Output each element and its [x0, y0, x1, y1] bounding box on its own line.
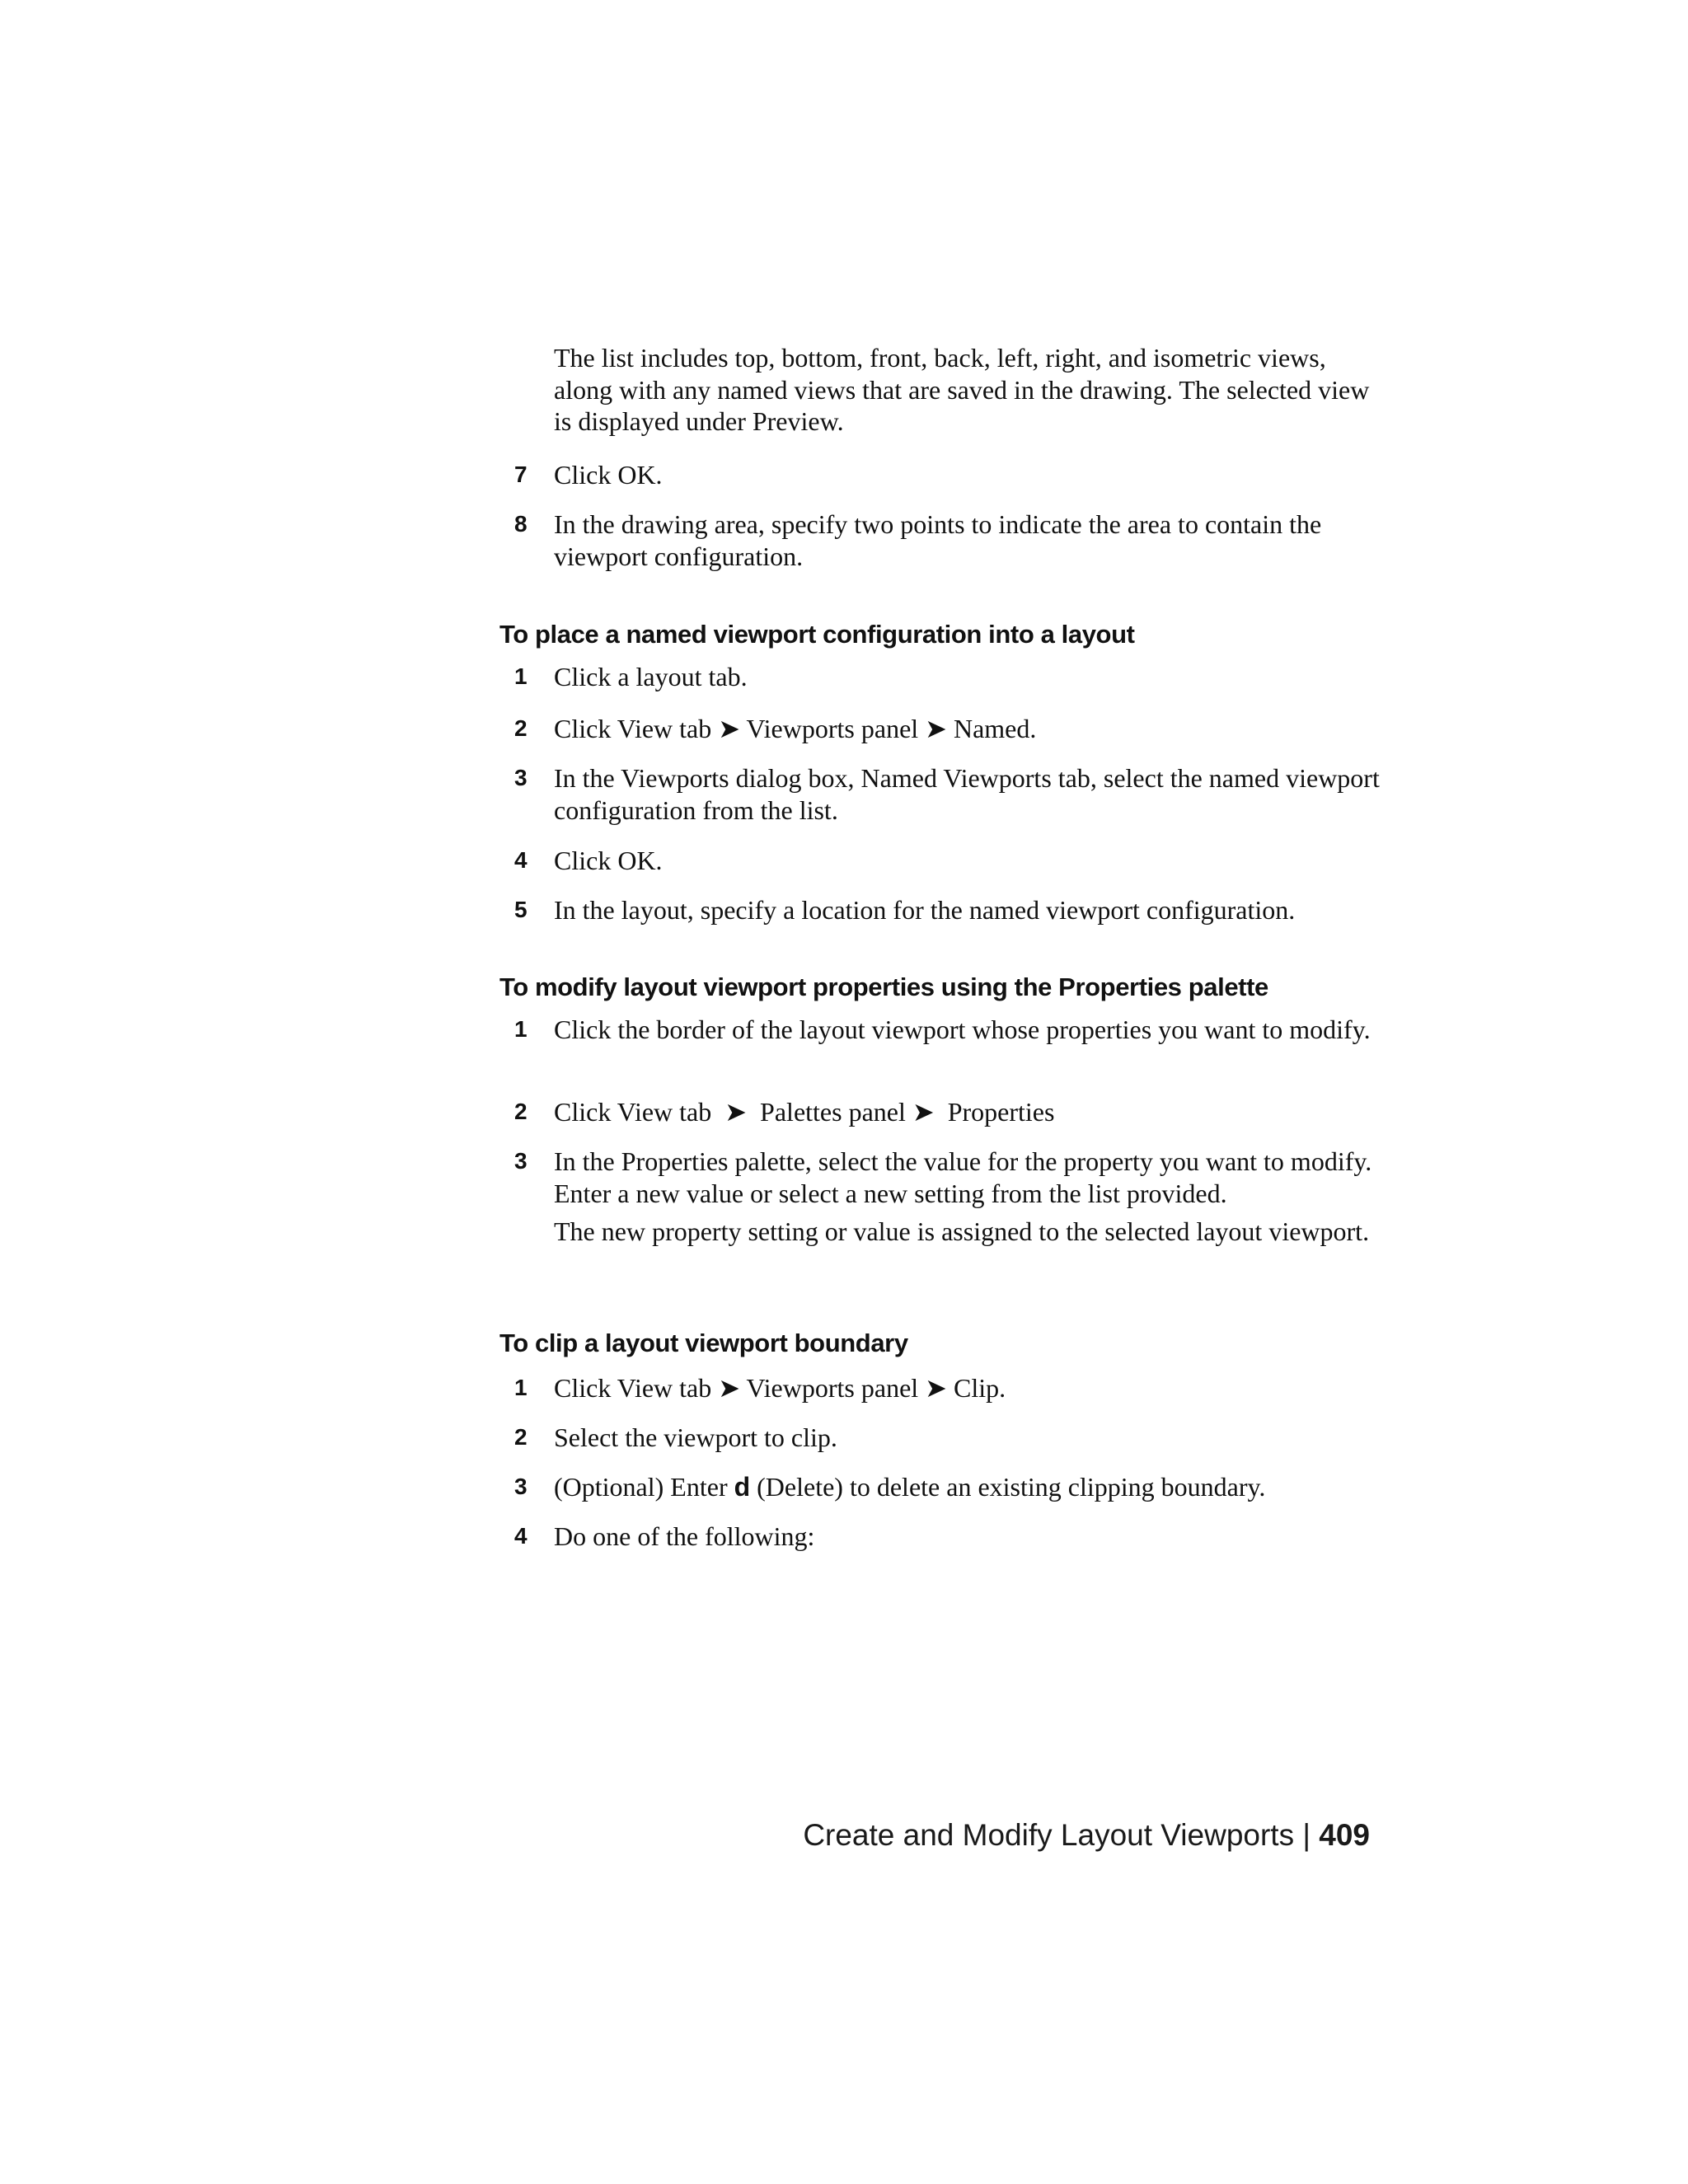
step-text: Click View tab ➤ Viewports panel ➤ Named. [554, 714, 1037, 743]
step-number: 4 [514, 1523, 528, 1549]
intro-paragraph: The list includes top, bottom, front, back, left, right, and isometric views, along with any named views that are saved in the drawing. The selected view is displayed under Preview. [554, 343, 1370, 436]
step-text: Click a layout tab. [554, 662, 748, 691]
step-text: Do one of the following: [554, 1521, 815, 1551]
step-number: 7 [514, 462, 528, 487]
page-number: 409 [1319, 1818, 1370, 1852]
step-number: 1 [514, 663, 528, 689]
step-text-after: (Delete) to delete an existing clipping boundary. [750, 1472, 1266, 1502]
page-footer [742, 1817, 1370, 1854]
step-number: 2 [514, 715, 528, 741]
step-number: 3 [514, 765, 528, 790]
step-text: Click View tab ➤ Viewports panel ➤ Clip. [554, 1373, 1006, 1403]
list-item [501, 1096, 1383, 1128]
list-item [501, 894, 1383, 926]
step-text: In the drawing area, specify two points to indicate the area to contain the viewport configuration. [554, 509, 1322, 571]
list-item [501, 661, 1383, 693]
step-text: Click OK. [554, 846, 663, 875]
step-number: 3 [514, 1148, 528, 1174]
step-number: 8 [514, 511, 528, 537]
step-text: Click OK. [554, 460, 663, 490]
command-key: d [734, 1472, 751, 1502]
step-text: In the Properties palette, select the value for the property you want to modify. Enter a new value or select a new setting from the list provided. [554, 1146, 1372, 1208]
step-text [554, 1471, 1383, 1503]
section-heading: To modify layout viewport properties using the Properties palette [499, 972, 1268, 1001]
step-number: 3 [514, 1474, 528, 1499]
step-number: 1 [514, 1375, 528, 1400]
step-number: 5 [514, 897, 528, 922]
step-text-before: (Optional) Enter [554, 1472, 734, 1502]
footer-separator: | [1302, 1818, 1311, 1852]
step-number: 2 [514, 1099, 528, 1124]
step-number: 4 [514, 847, 528, 873]
list-item [501, 459, 1383, 491]
list-item [501, 509, 1383, 572]
step-number: 1 [514, 1016, 528, 1042]
step-text: Click View tab ➤ Palettes panel ➤ Properties [554, 1097, 1055, 1127]
list-item [501, 762, 1383, 826]
step-text: Select the viewport to clip. [554, 1422, 837, 1452]
footer-title: Create and Modify Layout Viewports [803, 1818, 1295, 1852]
section-heading: To clip a layout viewport boundary [499, 1329, 908, 1357]
list-item [501, 845, 1383, 877]
list-item [501, 713, 1383, 745]
list-item [501, 1146, 1383, 1209]
step-note: The new property setting or value is assigned to the selected layout viewport. [554, 1216, 1370, 1246]
section-heading: To place a named viewport configuration into a layout [499, 620, 1135, 649]
list-item [501, 1521, 1383, 1553]
step-text: In the layout, specify a location for the named viewport configuration. [554, 895, 1296, 925]
step-number: 2 [514, 1424, 528, 1450]
list-item [501, 1372, 1383, 1404]
list-item [501, 1471, 1383, 1503]
list-item [501, 1014, 1383, 1046]
step-text: In the Viewports dialog box, Named Viewports tab, select the named viewport configuration from the list. [554, 763, 1380, 825]
list-item [501, 1422, 1383, 1454]
step-text: Click the border of the layout viewport whose properties you want to modify. [554, 1015, 1371, 1044]
